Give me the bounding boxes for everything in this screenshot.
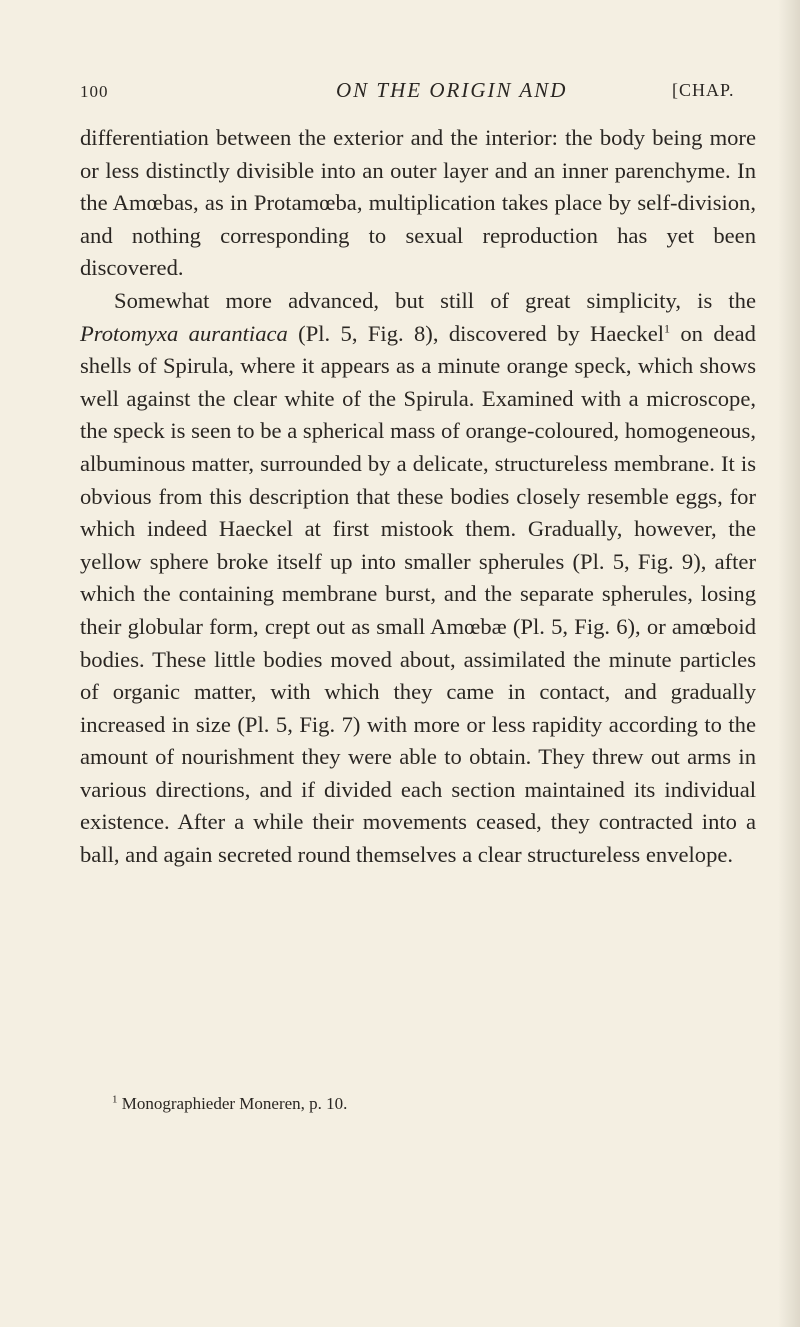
paragraph-text-body: on dead shells of Spirula, where it appears as a minute orange speck, which shows well against the clear white of the Spirula. Examined with a microscope, the speck is seen to be a spherical mass of orange-coloured, homogeneous, albuminous matter, surrounded by a delicate, structureless membrane. It is obvious from this description that these bodies closely resemble eggs, for which indeed Haeckel at first mistook them. Gradually, however, the yellow sphere broke itself up into smaller spherules (Pl. 5, Fig. 9), after which the containing membrane burst, and the separate spherules, losing their globular form, crept out as small Amœbæ (Pl. 5, Fig. 6), or amœboid bodies. These little bodies moved about, assimilated the minute particles of organic matter, with which they came in contact, and gradually increased in size (Pl. 5, Fig. 7) with more or less rapidity according to the amount of nourishment they were able to obtain. They threw out arms in various directions, and if divided each section maintained its individual existence. After a while their movements ceased, they contracted into a ball, and again secreted round themselves a clear structureless envelope. (80, 320, 756, 868)
page-header (80, 78, 770, 108)
footnote (112, 1092, 752, 1116)
paragraph-continued: differentiation between the exterior and the interior: the body being more or less distinctly divisible into an outer layer and an inner parenchyme. In the Amœbas, as in Protamœba, multiplication takes place by self-division, and nothing corresponding to sexual reproduction has yet been discovered. (80, 125, 756, 281)
running-title: ON THE ORIGIN AND (336, 78, 568, 102)
paragraph-text-reference: (Pl. 5, Fig. 8), discovered by Haeckel (287, 320, 665, 346)
footnote-marker: 1 (112, 1093, 118, 1106)
species-name: Protomyxa aurantiaca (80, 320, 288, 346)
chapter-mark: [CHAP. (672, 80, 735, 100)
footnote-reference: 1 (664, 321, 671, 336)
page-edge-shadow (778, 0, 800, 1327)
footnote-text: Monographieder Moneren, p. 10. (117, 1094, 348, 1113)
paragraph-protomyxa (80, 285, 756, 872)
page-number: 100 (80, 82, 109, 101)
paragraph-text-intro: Somewhat more advanced, but still of great simplicity, is the (114, 287, 756, 313)
body-text (80, 122, 756, 872)
